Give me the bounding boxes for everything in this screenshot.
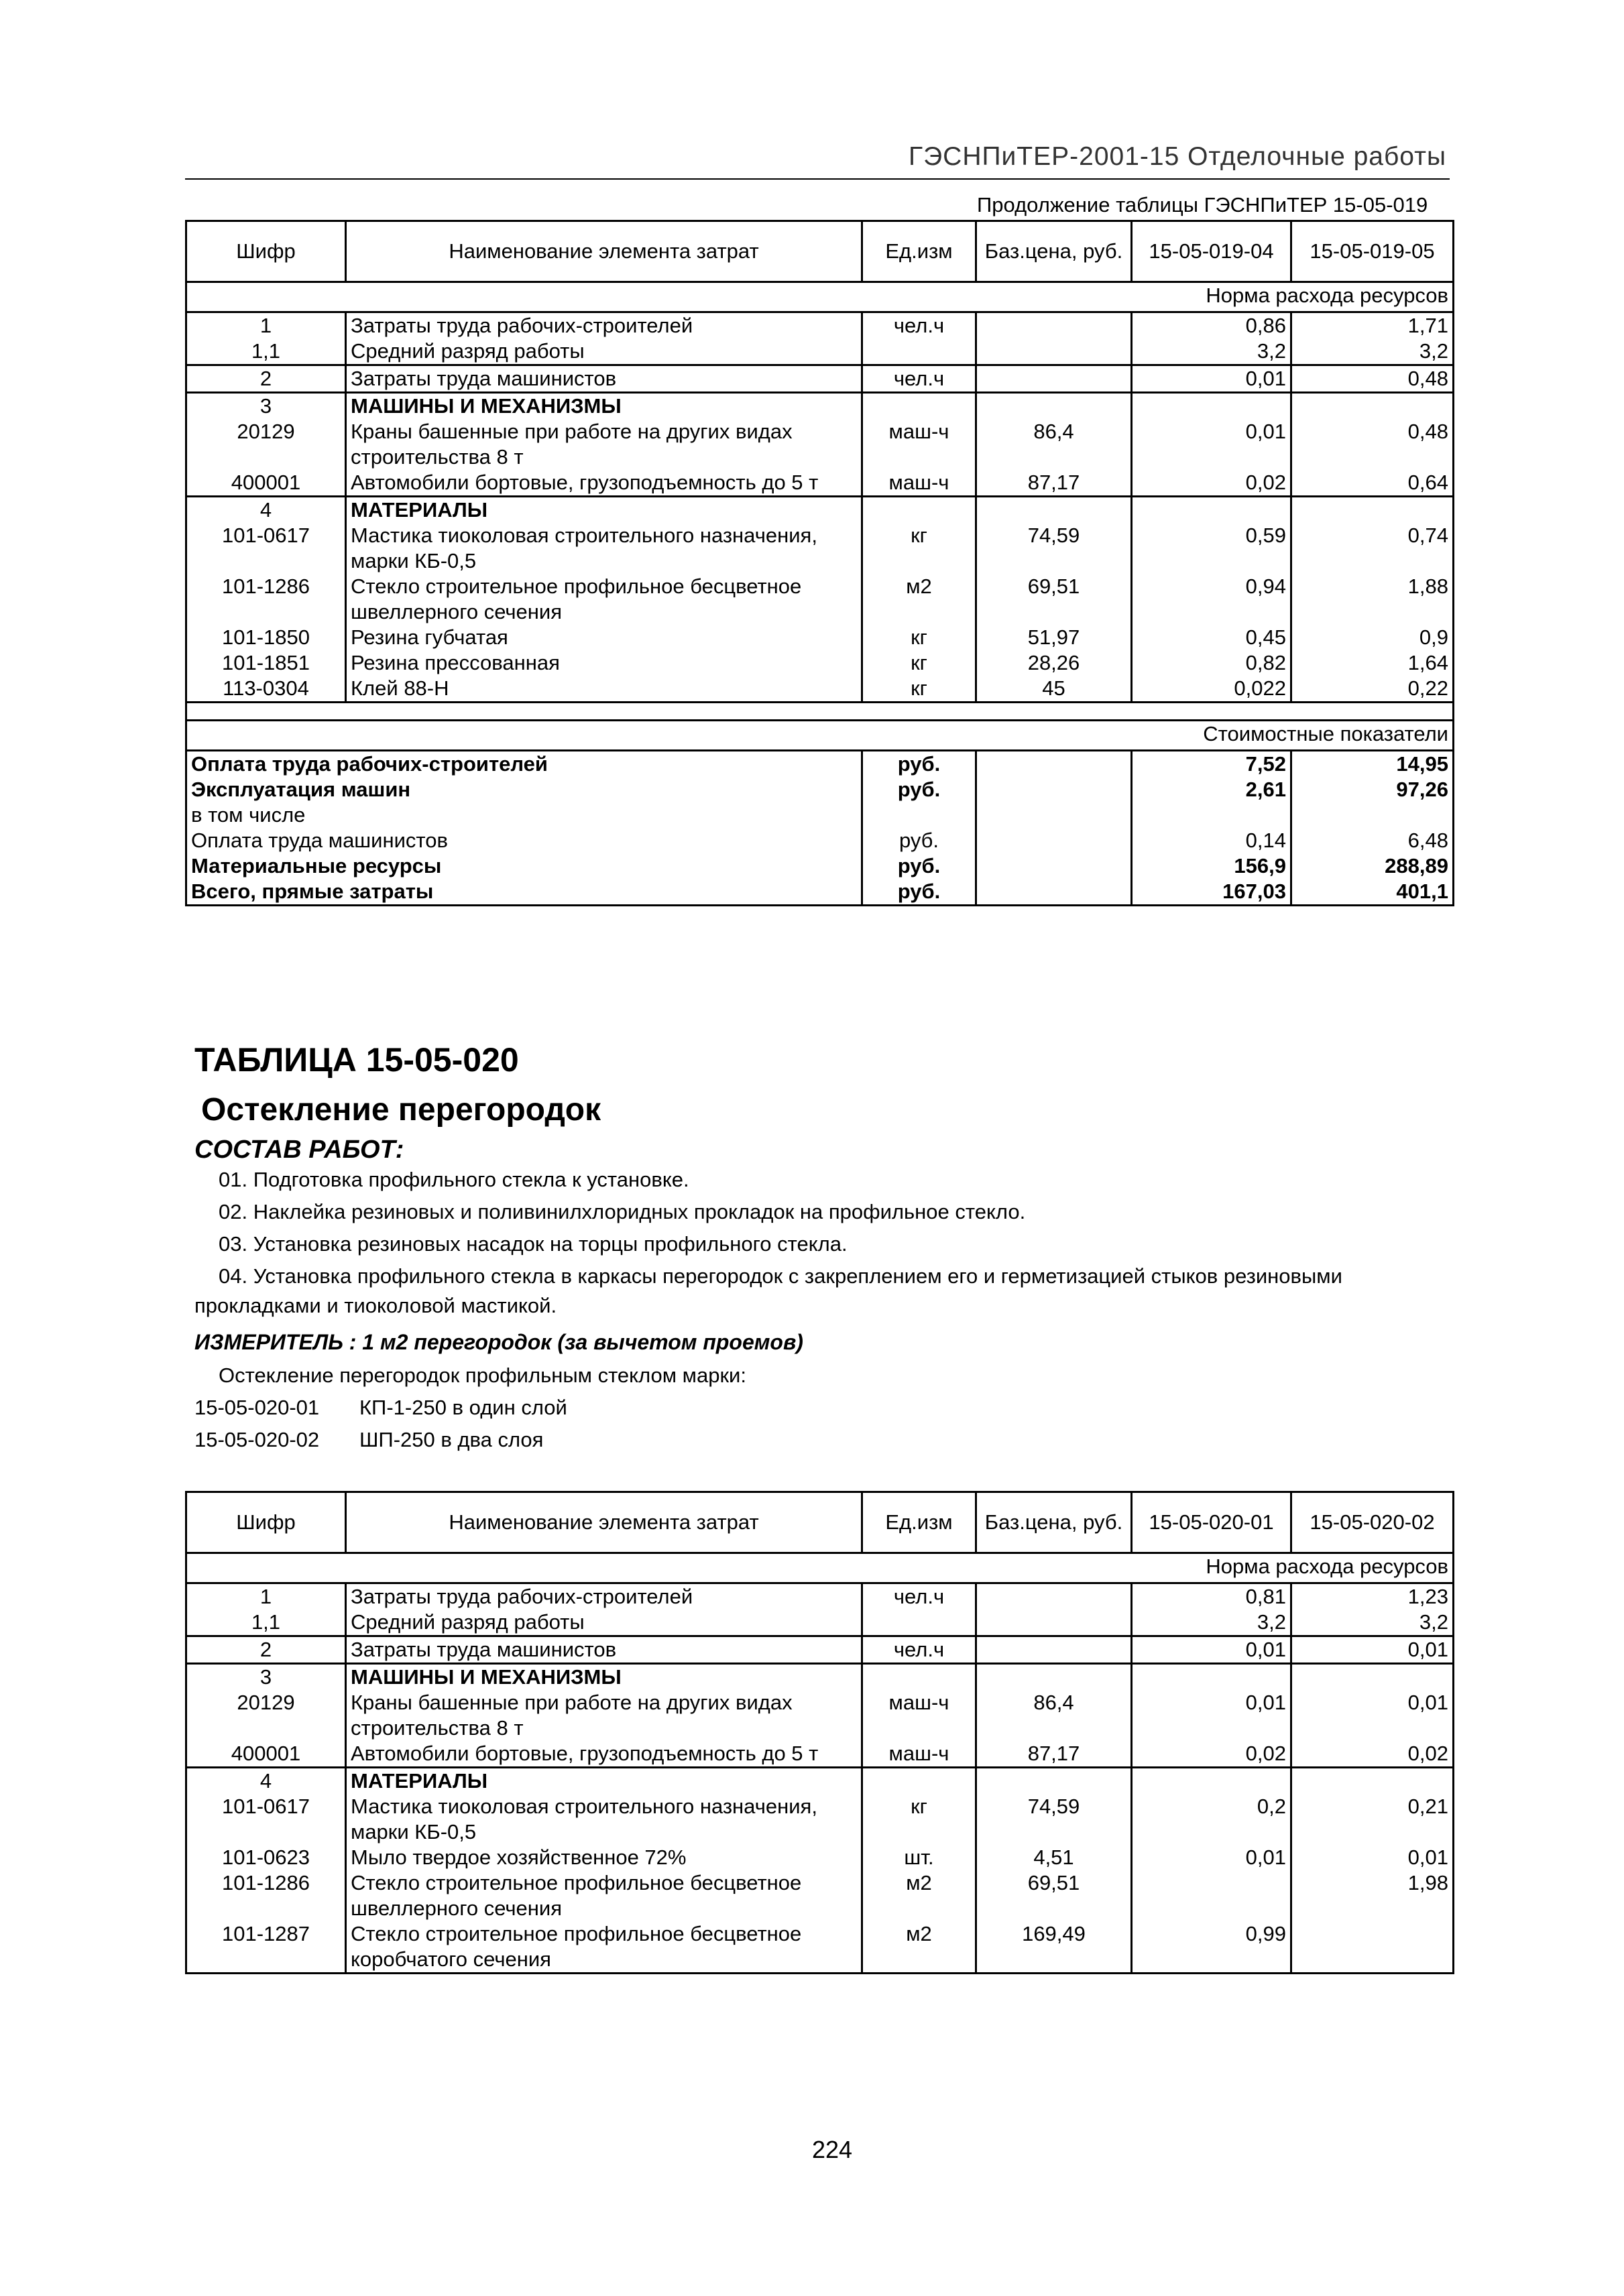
row-unit: м2 — [862, 1921, 976, 1974]
col-header-price: Баз.цена, руб. — [976, 1492, 1132, 1553]
table-row — [186, 625, 1454, 650]
row-name: Краны башенные при работе на других видах строительства 8 т — [346, 419, 862, 470]
work-item: 01. Подготовка профильного стекла к установке. — [219, 1168, 689, 1191]
row-unit: шт. — [862, 1845, 976, 1870]
row-code: 2 — [186, 365, 346, 393]
row-unit: маш-ч — [862, 1741, 976, 1768]
row-v2: 0,22 — [1291, 676, 1454, 703]
table-row — [186, 1768, 1454, 1795]
row-v2: 0,01 — [1291, 1845, 1454, 1870]
row-code: 101-1850 — [186, 625, 346, 650]
cost-v1 — [1132, 802, 1291, 828]
row-price: 28,26 — [976, 650, 1132, 676]
row-price: 69,51 — [976, 1870, 1132, 1921]
row-code: 1,1 — [186, 339, 346, 365]
cost-price-empty — [976, 853, 1132, 879]
cost-v2: 6,48 — [1291, 828, 1454, 853]
work-item: 04. Установка профильного стекла в каркасы перегородок с закреплением его и герметизацией стыков резиновыми прокладками и тиоколовой мастикой. — [194, 1264, 1342, 1317]
col-header-code: Шифр — [186, 1492, 346, 1553]
row-name: Мастика тиоколовая строительного назначения, марки КБ-0,5 — [346, 523, 862, 574]
row-v2: 0,01 — [1291, 1636, 1454, 1664]
cost-v2: 288,89 — [1291, 853, 1454, 879]
table-row — [186, 1690, 1454, 1741]
table-row — [186, 1583, 1454, 1610]
row-code: 3 — [186, 393, 346, 420]
row-v2: 3,2 — [1291, 339, 1454, 365]
row-v1 — [1132, 1768, 1291, 1795]
table-row — [186, 1610, 1454, 1636]
row-name: Средний разряд работы — [346, 1610, 862, 1636]
row-name: Мастика тиоколовая строительного назначения, марки КБ-0,5 — [346, 1794, 862, 1845]
row-v2 — [1291, 1664, 1454, 1691]
table-row — [186, 1741, 1454, 1768]
row-v1: 0,01 — [1132, 1636, 1291, 1664]
row-name: Автомобили бортовые, грузоподъемность до 5 т — [346, 470, 862, 497]
col-header-name: Наименование элемента затрат — [346, 1492, 862, 1553]
row-name: Стекло строительное профильное бесцветное швеллерного сечения — [346, 1870, 862, 1921]
row-price: 74,59 — [976, 1794, 1132, 1845]
table-row — [186, 676, 1454, 703]
cost-name: Оплата труда машинистов — [186, 828, 862, 853]
row-unit: чел.ч — [862, 365, 976, 393]
row-price — [976, 1610, 1132, 1636]
row-unit: кг — [862, 650, 976, 676]
row-unit — [862, 393, 976, 420]
row-v1: 0,59 — [1132, 523, 1291, 574]
table-row — [186, 365, 1454, 393]
row-v1: 0,81 — [1132, 1583, 1291, 1610]
row-unit: чел.ч — [862, 1636, 976, 1664]
cost-unit: руб. — [862, 853, 976, 879]
row-price: 69,51 — [976, 574, 1132, 625]
cost-label: Стоимостные показатели — [186, 721, 1454, 751]
code-desc: КП-1-250 в один слой — [359, 1396, 567, 1419]
spacer-row — [186, 703, 1454, 721]
row-code: 2 — [186, 1636, 346, 1664]
row-v1 — [1132, 393, 1291, 420]
row-code: 101-1286 — [186, 574, 346, 625]
row-name: МАТЕРИАЛЫ — [346, 497, 862, 524]
row-unit — [862, 497, 976, 524]
code-id: 15-05-020-01 — [194, 1396, 320, 1419]
cost-unit: руб. — [862, 777, 976, 802]
table-row — [186, 1636, 1454, 1664]
row-v1: 0,02 — [1132, 470, 1291, 497]
row-price: 87,17 — [976, 1741, 1132, 1768]
row-code: 4 — [186, 497, 346, 524]
row-price — [976, 1583, 1132, 1610]
table-row — [186, 574, 1454, 625]
row-v1: 0,86 — [1132, 312, 1291, 339]
col-header-v1: 15-05-019-04 — [1132, 221, 1291, 282]
cost-v1: 7,52 — [1132, 751, 1291, 778]
table-row — [186, 1870, 1454, 1921]
row-price: 169,49 — [976, 1921, 1132, 1974]
row-v1: 0,01 — [1132, 1690, 1291, 1741]
cost-name: в том числе — [186, 802, 862, 828]
row-v1: 0,02 — [1132, 1741, 1291, 1768]
row-unit — [862, 339, 976, 365]
row-v2: 0,21 — [1291, 1794, 1454, 1845]
row-name: Резина губчатая — [346, 625, 862, 650]
row-unit: м2 — [862, 1870, 976, 1921]
norm-label-row — [186, 1553, 1454, 1583]
table1-caption: Продолжение таблицы ГЭСНПиТЕР 15-05-019 — [977, 193, 1428, 217]
work-item: 02. Наклейка резиновых и поливинилхлоридных прокладок на профильное стекло. — [219, 1200, 1026, 1223]
row-v1: 0,45 — [1132, 625, 1291, 650]
table-row — [186, 1921, 1454, 1974]
row-v1: 0,01 — [1132, 419, 1291, 470]
row-code: 101-1287 — [186, 1921, 346, 1974]
row-price: 86,4 — [976, 1690, 1132, 1741]
row-price — [976, 339, 1132, 365]
table-row — [186, 339, 1454, 365]
row-v2 — [1291, 497, 1454, 524]
row-code: 101-1286 — [186, 1870, 346, 1921]
table-row — [186, 1664, 1454, 1691]
cost-name: Материальные ресурсы — [186, 853, 862, 879]
section-title: ТАБЛИЦА 15-05-020 — [194, 1041, 519, 1079]
row-v2: 0,48 — [1291, 419, 1454, 470]
row-code: 1 — [186, 1583, 346, 1610]
row-name: Мыло твердое хозяйственное 72% — [346, 1845, 862, 1870]
row-price: 74,59 — [976, 523, 1132, 574]
cost-unit: руб. — [862, 828, 976, 853]
row-price — [976, 365, 1132, 393]
row-price: 87,17 — [976, 470, 1132, 497]
row-name: Краны башенные при работе на других видах строительства 8 т — [346, 1690, 862, 1741]
row-unit: маш-ч — [862, 419, 976, 470]
norm-label: Норма расхода ресурсов — [186, 282, 1454, 312]
row-v2 — [1291, 393, 1454, 420]
row-name: Клей 88-Н — [346, 676, 862, 703]
cost-row — [186, 777, 1454, 802]
row-price — [976, 393, 1132, 420]
row-price — [976, 1636, 1132, 1664]
norm-label-row — [186, 282, 1454, 312]
cost-v2: 401,1 — [1291, 879, 1454, 906]
row-unit: м2 — [862, 574, 976, 625]
row-code: 101-0623 — [186, 1845, 346, 1870]
row-v1: 0,2 — [1132, 1794, 1291, 1845]
row-name: Стекло строительное профильное бесцветное коробчатого сечения — [346, 1921, 862, 1974]
table-row — [186, 419, 1454, 470]
row-v2: 0,01 — [1291, 1690, 1454, 1741]
work-item: 03. Установка резиновых насадок на торцы профильного стекла. — [219, 1232, 848, 1256]
row-v1: 0,01 — [1132, 365, 1291, 393]
table-row — [186, 497, 1454, 524]
row-code: 1,1 — [186, 1610, 346, 1636]
table-row — [186, 1794, 1454, 1845]
col-header-price: Баз.цена, руб. — [976, 221, 1132, 282]
cost-unit — [862, 802, 976, 828]
row-v1: 0,94 — [1132, 574, 1291, 625]
row-unit: кг — [862, 1794, 976, 1845]
cost-row — [186, 879, 1454, 906]
row-v2: 0,64 — [1291, 470, 1454, 497]
cost-price-empty — [976, 751, 1132, 778]
code-desc: ШП-250 в два слоя — [359, 1428, 544, 1451]
row-v2: 0,9 — [1291, 625, 1454, 650]
row-v1: 3,2 — [1132, 1610, 1291, 1636]
row-unit: кг — [862, 676, 976, 703]
row-v2: 0,48 — [1291, 365, 1454, 393]
row-price: 4,51 — [976, 1845, 1132, 1870]
table-row — [186, 470, 1454, 497]
row-v1: 0,99 — [1132, 1921, 1291, 1974]
meter-note: Остекление перегородок профильным стеклом марки: — [219, 1364, 746, 1387]
table-header-row — [186, 1492, 1454, 1553]
code-id: 15-05-020-02 — [194, 1428, 320, 1451]
row-v2 — [1291, 1768, 1454, 1795]
col-header-v2: 15-05-019-05 — [1291, 221, 1454, 282]
cost-price-empty — [976, 828, 1132, 853]
row-unit — [862, 1610, 976, 1636]
header-rule — [185, 178, 1450, 180]
cost-price-empty — [976, 802, 1132, 828]
row-name: Резина прессованная — [346, 650, 862, 676]
row-code: 400001 — [186, 470, 346, 497]
row-code: 3 — [186, 1664, 346, 1691]
cost-label-row — [186, 721, 1454, 751]
row-price — [976, 1768, 1132, 1795]
row-code: 101-0617 — [186, 523, 346, 574]
row-code: 113-0304 — [186, 676, 346, 703]
row-code: 20129 — [186, 419, 346, 470]
row-v2: 0,02 — [1291, 1741, 1454, 1768]
row-name: Затраты труда машинистов — [346, 1636, 862, 1664]
row-v2: 1,98 — [1291, 1870, 1454, 1921]
cost-v1: 167,03 — [1132, 879, 1291, 906]
row-v2: 0,74 — [1291, 523, 1454, 574]
row-v2: 3,2 — [1291, 1610, 1454, 1636]
row-name: Средний разряд работы — [346, 339, 862, 365]
row-v2 — [1291, 1921, 1454, 1974]
row-v2: 1,88 — [1291, 574, 1454, 625]
spacer-cell — [186, 703, 1454, 721]
row-name: МАТЕРИАЛЫ — [346, 1768, 862, 1795]
page-number: 224 — [812, 2136, 853, 2163]
row-unit: маш-ч — [862, 470, 976, 497]
cost-row — [186, 802, 1454, 828]
col-header-unit: Ед.изм — [862, 1492, 976, 1553]
table-row — [186, 312, 1454, 339]
row-price — [976, 1664, 1132, 1691]
cost-name: Эксплуатация машин — [186, 777, 862, 802]
table-row — [186, 650, 1454, 676]
cost-v1: 0,14 — [1132, 828, 1291, 853]
running-header: ГЭСНПиТЕР-2001-15 Отделочные работы — [909, 142, 1447, 171]
cost-row — [186, 853, 1454, 879]
row-v1: 0,022 — [1132, 676, 1291, 703]
row-code: 1 — [186, 312, 346, 339]
table-header-row — [186, 221, 1454, 282]
row-v2: 1,71 — [1291, 312, 1454, 339]
row-v2: 1,64 — [1291, 650, 1454, 676]
row-unit: маш-ч — [862, 1690, 976, 1741]
cost-name: Оплата труда рабочих-строителей — [186, 751, 862, 778]
meter-line: ИЗМЕРИТЕЛЬ : 1 м2 перегородок (за вычетом проемов) — [194, 1330, 803, 1354]
row-v1: 0,01 — [1132, 1845, 1291, 1870]
norm-label: Норма расхода ресурсов — [186, 1553, 1454, 1583]
row-name: Затраты труда рабочих-строителей — [346, 1583, 862, 1610]
row-unit: кг — [862, 523, 976, 574]
row-code: 20129 — [186, 1690, 346, 1741]
row-name: Затраты труда рабочих-строителей — [346, 312, 862, 339]
section-subtitle: Остекление перегородок — [201, 1092, 601, 1128]
row-v1 — [1132, 1870, 1291, 1921]
row-name: Автомобили бортовые, грузоподъемность до 5 т — [346, 1741, 862, 1768]
row-price — [976, 497, 1132, 524]
cost-v2: 97,26 — [1291, 777, 1454, 802]
cost-v2: 14,95 — [1291, 751, 1454, 778]
row-v2: 1,23 — [1291, 1583, 1454, 1610]
row-v1 — [1132, 497, 1291, 524]
cost-name: Всего, прямые затраты — [186, 879, 862, 906]
cost-v2 — [1291, 802, 1454, 828]
row-code: 4 — [186, 1768, 346, 1795]
row-unit — [862, 1664, 976, 1691]
col-header-v1: 15-05-020-01 — [1132, 1492, 1291, 1553]
cost-v1: 156,9 — [1132, 853, 1291, 879]
cost-row — [186, 751, 1454, 778]
row-name: МАШИНЫ И МЕХАНИЗМЫ — [346, 1664, 862, 1691]
row-code: 400001 — [186, 1741, 346, 1768]
row-unit: чел.ч — [862, 1583, 976, 1610]
row-price — [976, 312, 1132, 339]
col-header-code: Шифр — [186, 221, 346, 282]
col-header-name: Наименование элемента затрат — [346, 221, 862, 282]
row-code: 101-1851 — [186, 650, 346, 676]
table-row — [186, 1845, 1454, 1870]
work-heading: СОСТАВ РАБОТ: — [194, 1136, 404, 1164]
row-v1 — [1132, 1664, 1291, 1691]
row-name: МАШИНЫ И МЕХАНИЗМЫ — [346, 393, 862, 420]
table-15-05-020 — [185, 1491, 1454, 1974]
code-line — [194, 1396, 567, 1420]
row-code: 101-0617 — [186, 1794, 346, 1845]
code-line — [194, 1428, 544, 1452]
row-v1: 3,2 — [1132, 339, 1291, 365]
row-price: 86,4 — [976, 419, 1132, 470]
row-unit — [862, 1768, 976, 1795]
row-price: 45 — [976, 676, 1132, 703]
cost-price-empty — [976, 879, 1132, 906]
col-header-v2: 15-05-020-02 — [1291, 1492, 1454, 1553]
row-unit: чел.ч — [862, 312, 976, 339]
col-header-unit: Ед.изм — [862, 221, 976, 282]
row-price: 51,97 — [976, 625, 1132, 650]
row-unit: кг — [862, 625, 976, 650]
table-row — [186, 523, 1454, 574]
row-name: Стекло строительное профильное бесцветное швеллерного сечения — [346, 574, 862, 625]
cost-price-empty — [976, 777, 1132, 802]
table-15-05-019 — [185, 220, 1454, 906]
table-row — [186, 393, 1454, 420]
cost-unit: руб. — [862, 879, 976, 906]
row-v1: 0,82 — [1132, 650, 1291, 676]
cost-v1: 2,61 — [1132, 777, 1291, 802]
cost-row — [186, 828, 1454, 853]
row-name: Затраты труда машинистов — [346, 365, 862, 393]
cost-unit: руб. — [862, 751, 976, 778]
